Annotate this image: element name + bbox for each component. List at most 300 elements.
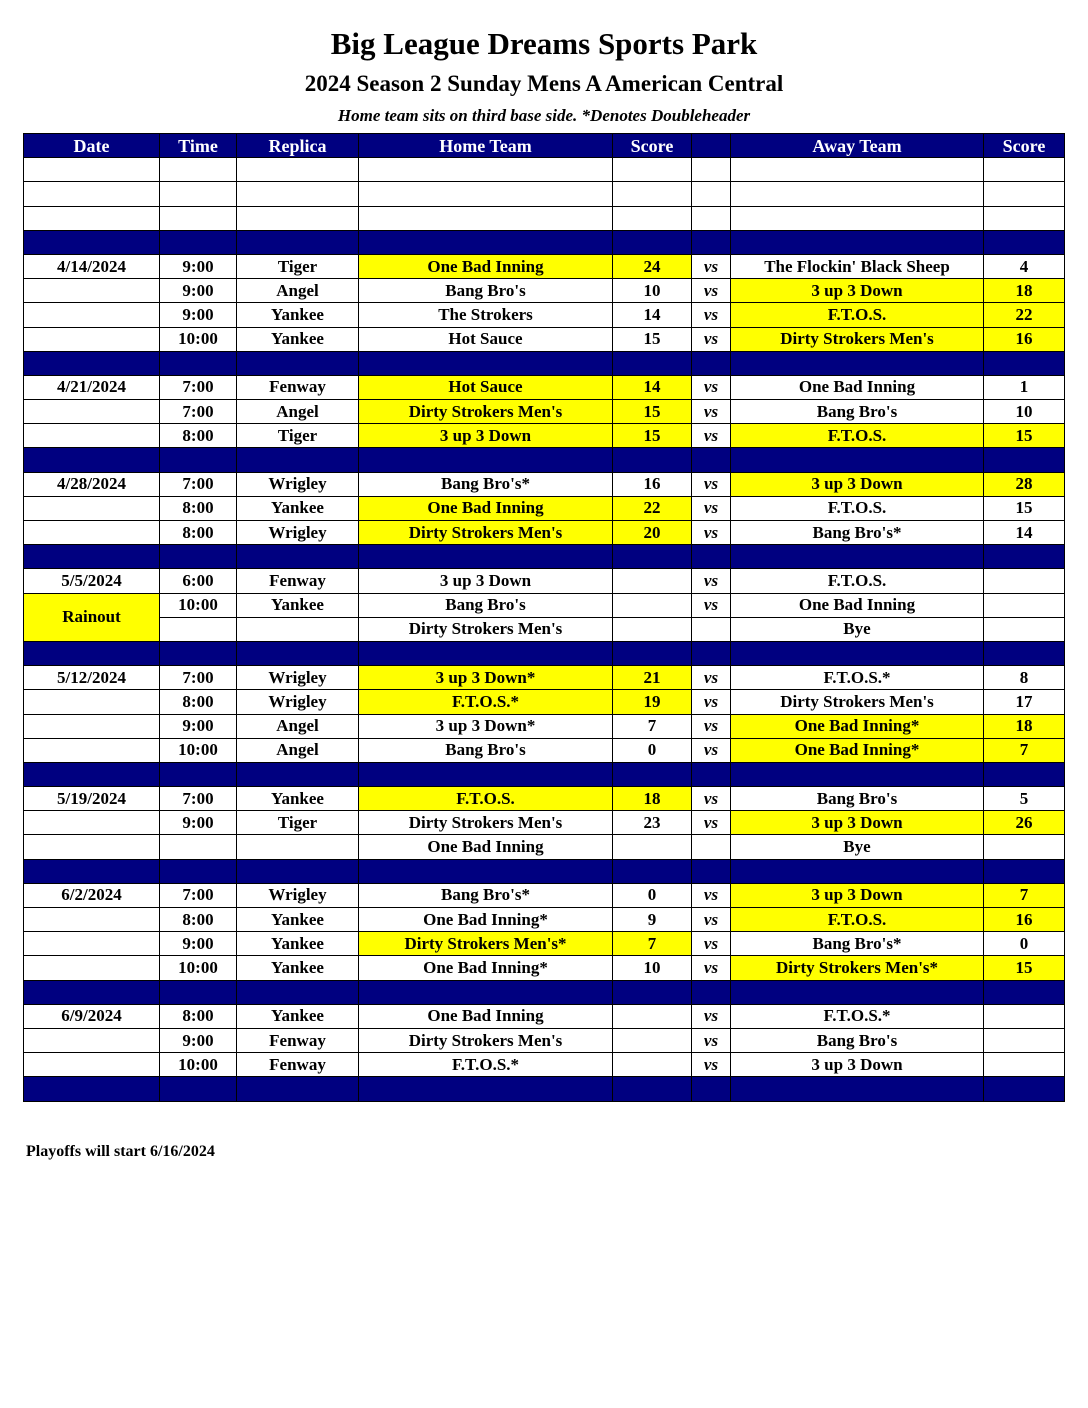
blank-cell <box>24 206 160 230</box>
game-time: 10:00 <box>160 1053 237 1077</box>
blank-cell <box>237 182 359 206</box>
vs-label: vs <box>692 908 731 932</box>
game-row <box>24 424 1065 448</box>
game-time: 7:00 <box>160 472 237 496</box>
vs-label: vs <box>692 496 731 520</box>
away-team: One Bad Inning <box>731 593 984 617</box>
blank-cell <box>613 448 692 472</box>
separator-row <box>24 641 1065 665</box>
game-date: 5/19/2024 <box>24 787 160 811</box>
blank-cell <box>24 158 160 182</box>
home-team: Dirty Strokers Men's <box>359 400 613 424</box>
game-time: 10:00 <box>160 738 237 762</box>
home-team: One Bad Inning <box>359 254 613 278</box>
away-score: 1 <box>984 375 1065 399</box>
game-date <box>24 303 160 327</box>
game-time: 8:00 <box>160 496 237 520</box>
home-team: The Strokers <box>359 303 613 327</box>
away-team: Bye <box>731 617 984 641</box>
blank-cell <box>613 206 692 230</box>
game-date: 6/9/2024 <box>24 1004 160 1028</box>
vs-label: vs <box>692 375 731 399</box>
home-score: 10 <box>613 279 692 303</box>
game-time: 9:00 <box>160 1028 237 1052</box>
blank-cell <box>731 980 984 1004</box>
home-team: Dirty Strokers Men's <box>359 1028 613 1052</box>
away-team: F.T.O.S. <box>731 569 984 593</box>
blank-cell <box>24 230 160 254</box>
game-row <box>24 1004 1065 1028</box>
game-date <box>24 1028 160 1052</box>
game-row <box>24 472 1065 496</box>
blank-cell <box>359 859 613 883</box>
blank-cell <box>359 182 613 206</box>
away-score <box>984 593 1065 617</box>
home-score <box>613 593 692 617</box>
blank-cell <box>237 859 359 883</box>
blank-cell <box>160 1077 237 1101</box>
game-date <box>24 496 160 520</box>
away-score: 26 <box>984 811 1065 835</box>
home-team: Dirty Strokers Men's <box>359 617 613 641</box>
game-row <box>24 593 1065 617</box>
away-team: Bang Bro's* <box>731 932 984 956</box>
field-replica: Angel <box>237 400 359 424</box>
col-header-date: Date <box>24 134 160 158</box>
blank-cell <box>984 980 1065 1004</box>
blank-cell <box>984 641 1065 665</box>
game-date <box>24 521 160 545</box>
away-score: 0 <box>984 932 1065 956</box>
header-row <box>24 134 1065 158</box>
vs-label: vs <box>692 883 731 907</box>
away-score: 16 <box>984 908 1065 932</box>
home-team: Bang Bro's* <box>359 883 613 907</box>
vs-label: vs <box>692 666 731 690</box>
game-row <box>24 956 1065 980</box>
schedule-table <box>23 133 1065 1102</box>
vs-label: vs <box>692 932 731 956</box>
field-replica: Yankee <box>237 1004 359 1028</box>
vs-label: vs <box>692 521 731 545</box>
home-team: Bang Bro's <box>359 738 613 762</box>
blank-cell <box>613 230 692 254</box>
field-replica: Yankee <box>237 932 359 956</box>
game-date: 4/21/2024 <box>24 375 160 399</box>
home-score: 14 <box>613 303 692 327</box>
field-replica: Tiger <box>237 254 359 278</box>
separator-row <box>24 448 1065 472</box>
away-team: One Bad Inning <box>731 375 984 399</box>
game-date <box>24 400 160 424</box>
game-time: 7:00 <box>160 787 237 811</box>
blank-cell <box>731 230 984 254</box>
vs-label: vs <box>692 472 731 496</box>
game-time: 6:00 <box>160 569 237 593</box>
away-score: 10 <box>984 400 1065 424</box>
blank-cell <box>613 859 692 883</box>
home-score <box>613 1028 692 1052</box>
game-date <box>24 738 160 762</box>
game-row <box>24 400 1065 424</box>
field-replica: Fenway <box>237 1028 359 1052</box>
separator-row <box>24 230 1065 254</box>
away-score <box>984 1028 1065 1052</box>
blank-cell <box>24 1077 160 1101</box>
blank-cell <box>984 351 1065 375</box>
game-date <box>24 1053 160 1077</box>
home-score <box>613 835 692 859</box>
home-team: Dirty Strokers Men's* <box>359 932 613 956</box>
home-score: 19 <box>613 690 692 714</box>
game-time: 10:00 <box>160 593 237 617</box>
vs-label: vs <box>692 690 731 714</box>
blank-cell <box>692 980 731 1004</box>
game-row <box>24 811 1065 835</box>
home-score <box>613 1004 692 1028</box>
separator-row <box>24 762 1065 786</box>
field-replica: Fenway <box>237 1053 359 1077</box>
home-score: 10 <box>613 956 692 980</box>
away-score: 18 <box>984 279 1065 303</box>
col-header-time: Time <box>160 134 237 158</box>
game-time <box>160 835 237 859</box>
home-score: 24 <box>613 254 692 278</box>
blank-cell <box>692 158 731 182</box>
away-score: 8 <box>984 666 1065 690</box>
game-row <box>24 375 1065 399</box>
vs-label: vs <box>692 1028 731 1052</box>
blank-cell <box>359 1077 613 1101</box>
empty-row <box>24 206 1065 230</box>
away-team: F.T.O.S. <box>731 303 984 327</box>
home-score <box>613 617 692 641</box>
game-time: 9:00 <box>160 714 237 738</box>
game-date <box>24 932 160 956</box>
vs-label: vs <box>692 714 731 738</box>
field-replica: Wrigley <box>237 666 359 690</box>
field-replica: Wrigley <box>237 521 359 545</box>
blank-cell <box>24 545 160 569</box>
field-replica: Angel <box>237 738 359 762</box>
game-date <box>24 835 160 859</box>
blank-cell <box>613 158 692 182</box>
blank-cell <box>613 762 692 786</box>
home-score: 7 <box>613 932 692 956</box>
blank-cell <box>692 641 731 665</box>
blank-cell <box>237 158 359 182</box>
field-replica: Tiger <box>237 424 359 448</box>
blank-cell <box>731 448 984 472</box>
game-time: 8:00 <box>160 424 237 448</box>
blank-cell <box>160 448 237 472</box>
blank-cell <box>160 545 237 569</box>
game-time: 7:00 <box>160 375 237 399</box>
blank-cell <box>692 351 731 375</box>
blank-cell <box>692 182 731 206</box>
blank-cell <box>237 1077 359 1101</box>
game-time: 8:00 <box>160 908 237 932</box>
blank-cell <box>24 351 160 375</box>
home-score <box>613 1053 692 1077</box>
home-team: One Bad Inning* <box>359 956 613 980</box>
game-row <box>24 496 1065 520</box>
home-score: 0 <box>613 738 692 762</box>
game-row <box>24 569 1065 593</box>
home-team: F.T.O.S.* <box>359 1053 613 1077</box>
separator-row <box>24 351 1065 375</box>
blank-cell <box>692 448 731 472</box>
blank-cell <box>692 230 731 254</box>
away-score: 15 <box>984 956 1065 980</box>
blank-cell <box>731 206 984 230</box>
col-header-away-score: Score <box>984 134 1065 158</box>
col-header-home-team: Home Team <box>359 134 613 158</box>
field-replica: Angel <box>237 714 359 738</box>
field-replica: Wrigley <box>237 883 359 907</box>
game-row <box>24 787 1065 811</box>
game-time: 9:00 <box>160 932 237 956</box>
vs-label: vs <box>692 1004 731 1028</box>
blank-cell <box>160 230 237 254</box>
vs-label: vs <box>692 303 731 327</box>
game-row <box>24 303 1065 327</box>
home-score: 9 <box>613 908 692 932</box>
home-score: 21 <box>613 666 692 690</box>
blank-cell <box>731 1077 984 1101</box>
vs-label: vs <box>692 956 731 980</box>
away-team: 3 up 3 Down <box>731 883 984 907</box>
game-date: 5/5/2024 <box>24 569 160 593</box>
blank-cell <box>160 980 237 1004</box>
game-date: 6/2/2024 <box>24 883 160 907</box>
away-team: Bang Bro's <box>731 400 984 424</box>
blank-cell <box>160 206 237 230</box>
blank-cell <box>692 859 731 883</box>
game-time: 10:00 <box>160 327 237 351</box>
home-team: F.T.O.S. <box>359 787 613 811</box>
blank-cell <box>237 762 359 786</box>
home-team: One Bad Inning* <box>359 908 613 932</box>
home-team: Bang Bro's* <box>359 472 613 496</box>
home-score: 0 <box>613 883 692 907</box>
game-row <box>24 279 1065 303</box>
blank-cell <box>613 351 692 375</box>
game-date <box>24 424 160 448</box>
away-score: 17 <box>984 690 1065 714</box>
blank-cell <box>984 762 1065 786</box>
game-time: 9:00 <box>160 279 237 303</box>
blank-cell <box>984 206 1065 230</box>
blank-cell <box>359 545 613 569</box>
blank-cell <box>359 448 613 472</box>
blank-cell <box>359 351 613 375</box>
blank-cell <box>731 641 984 665</box>
blank-cell <box>24 641 160 665</box>
away-score: 15 <box>984 424 1065 448</box>
blank-cell <box>731 351 984 375</box>
blank-cell <box>613 1077 692 1101</box>
away-team: 3 up 3 Down <box>731 279 984 303</box>
separator-row <box>24 980 1065 1004</box>
game-time: 7:00 <box>160 666 237 690</box>
home-team: One Bad Inning <box>359 1004 613 1028</box>
blank-cell <box>613 641 692 665</box>
blank-cell <box>984 158 1065 182</box>
empty-row <box>24 182 1065 206</box>
away-team: 3 up 3 Down <box>731 1053 984 1077</box>
away-score <box>984 617 1065 641</box>
blank-cell <box>359 980 613 1004</box>
home-team: Hot Sauce <box>359 327 613 351</box>
blank-cell <box>613 980 692 1004</box>
game-date: 5/12/2024 <box>24 666 160 690</box>
vs-label <box>692 617 731 641</box>
home-score: 18 <box>613 787 692 811</box>
game-date: 4/14/2024 <box>24 254 160 278</box>
blank-cell <box>24 980 160 1004</box>
blank-cell <box>160 158 237 182</box>
blank-cell <box>613 545 692 569</box>
game-row <box>24 932 1065 956</box>
blank-cell <box>692 1077 731 1101</box>
field-replica: Wrigley <box>237 472 359 496</box>
home-team: One Bad Inning <box>359 835 613 859</box>
game-row <box>24 908 1065 932</box>
away-score: 28 <box>984 472 1065 496</box>
away-score: 7 <box>984 738 1065 762</box>
away-team: Bang Bro's <box>731 787 984 811</box>
field-replica: Wrigley <box>237 690 359 714</box>
game-row <box>24 327 1065 351</box>
away-score: 14 <box>984 521 1065 545</box>
blank-cell <box>359 230 613 254</box>
blank-cell <box>237 206 359 230</box>
home-team: 3 up 3 Down <box>359 569 613 593</box>
game-time: 8:00 <box>160 690 237 714</box>
game-date <box>24 279 160 303</box>
game-date <box>24 327 160 351</box>
away-team: F.T.O.S. <box>731 908 984 932</box>
bye-row <box>24 617 1065 641</box>
game-row <box>24 521 1065 545</box>
separator-row <box>24 545 1065 569</box>
home-team: 3 up 3 Down <box>359 424 613 448</box>
blank-cell <box>359 762 613 786</box>
home-score: 15 <box>613 327 692 351</box>
blank-cell <box>237 980 359 1004</box>
away-team: The Flockin' Black Sheep <box>731 254 984 278</box>
away-team: 3 up 3 Down <box>731 811 984 835</box>
blank-cell <box>984 545 1065 569</box>
blank-cell <box>731 762 984 786</box>
empty-row <box>24 158 1065 182</box>
away-score <box>984 1053 1065 1077</box>
blank-cell <box>160 641 237 665</box>
separator-row <box>24 1077 1065 1101</box>
blank-cell <box>237 230 359 254</box>
blank-cell <box>731 158 984 182</box>
vs-label: vs <box>692 569 731 593</box>
home-score: 15 <box>613 424 692 448</box>
playoffs-note: Playoffs will start 6/16/2024 <box>26 1143 215 1160</box>
game-date <box>24 811 160 835</box>
vs-label: vs <box>692 400 731 424</box>
blank-cell <box>984 230 1065 254</box>
field-replica: Angel <box>237 279 359 303</box>
col-header-away-team: Away Team <box>731 134 984 158</box>
home-score: 16 <box>613 472 692 496</box>
blank-cell <box>237 351 359 375</box>
schedule-note: Home team sits on third base side. *Denotes Doubleheader <box>337 106 751 125</box>
field-replica: Yankee <box>237 593 359 617</box>
field-replica <box>237 835 359 859</box>
game-date <box>24 714 160 738</box>
home-score: 7 <box>613 714 692 738</box>
home-team: 3 up 3 Down* <box>359 714 613 738</box>
game-row <box>24 1028 1065 1052</box>
field-replica: Fenway <box>237 375 359 399</box>
home-score: 15 <box>613 400 692 424</box>
col-header-home-score: Score <box>613 134 692 158</box>
game-date <box>24 956 160 980</box>
vs-label: vs <box>692 787 731 811</box>
away-score: 15 <box>984 496 1065 520</box>
blank-cell <box>24 448 160 472</box>
away-team: F.T.O.S. <box>731 496 984 520</box>
away-score: 18 <box>984 714 1065 738</box>
field-replica <box>237 617 359 641</box>
vs-label: vs <box>692 1053 731 1077</box>
vs-label: vs <box>692 279 731 303</box>
away-score: 22 <box>984 303 1065 327</box>
away-team: F.T.O.S. <box>731 424 984 448</box>
game-row <box>24 690 1065 714</box>
blank-cell <box>692 762 731 786</box>
vs-label: vs <box>692 327 731 351</box>
blank-cell <box>359 641 613 665</box>
blank-cell <box>237 545 359 569</box>
field-replica: Fenway <box>237 569 359 593</box>
home-team: F.T.O.S.* <box>359 690 613 714</box>
blank-cell <box>237 641 359 665</box>
blank-cell <box>984 182 1065 206</box>
blank-cell <box>692 545 731 569</box>
field-replica: Yankee <box>237 908 359 932</box>
home-score <box>613 569 692 593</box>
col-header-vs <box>692 134 731 158</box>
vs-label: vs <box>692 811 731 835</box>
blank-cell <box>237 448 359 472</box>
blank-cell <box>359 158 613 182</box>
home-team: 3 up 3 Down* <box>359 666 613 690</box>
game-date: 4/28/2024 <box>24 472 160 496</box>
away-score: 4 <box>984 254 1065 278</box>
away-score: 5 <box>984 787 1065 811</box>
blank-cell <box>984 448 1065 472</box>
game-time: 8:00 <box>160 521 237 545</box>
blank-cell <box>24 859 160 883</box>
game-row <box>24 1053 1065 1077</box>
vs-label: vs <box>692 254 731 278</box>
game-row <box>24 883 1065 907</box>
vs-label: vs <box>692 424 731 448</box>
away-score <box>984 569 1065 593</box>
home-team: Dirty Strokers Men's <box>359 521 613 545</box>
rainout-label: Rainout <box>24 593 160 641</box>
home-score: 23 <box>613 811 692 835</box>
field-replica: Tiger <box>237 811 359 835</box>
